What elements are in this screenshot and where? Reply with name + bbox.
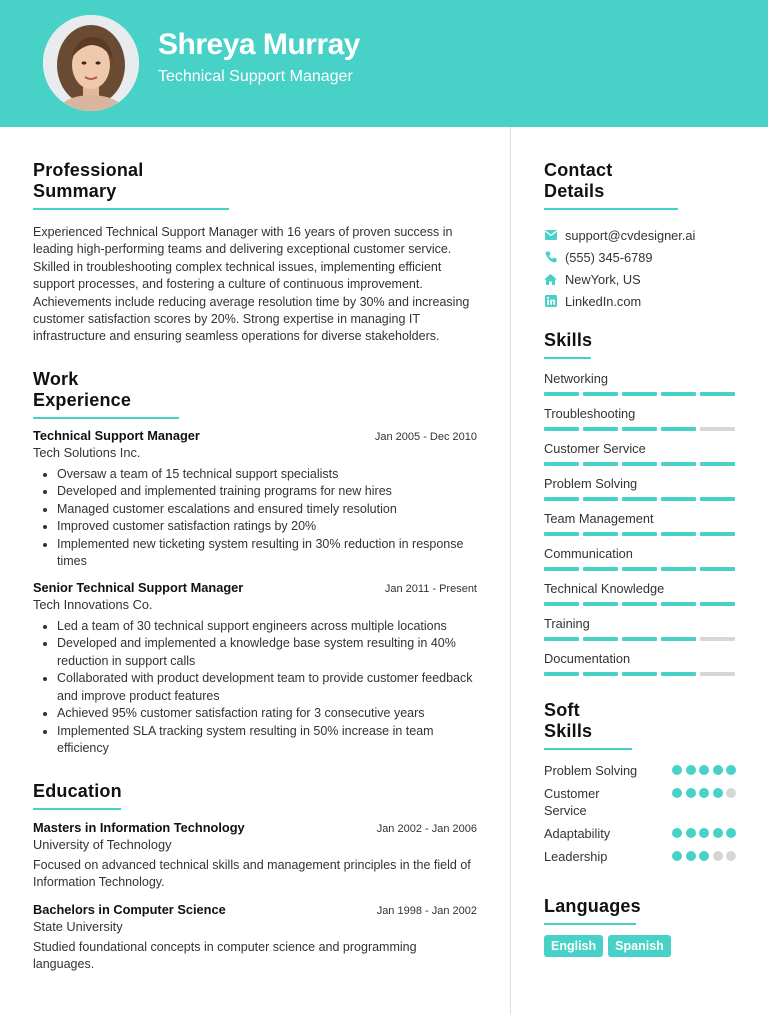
skill-level-segment	[700, 637, 735, 641]
rating-dot	[713, 765, 723, 775]
job-bullet: • Collaborated with product development team to provide customer feedback and improve product features	[57, 670, 477, 705]
skill-level-segment	[544, 567, 579, 571]
skill-level-segment	[622, 567, 657, 571]
summary-text: Experienced Technical Support Manager with 16 years of proven success in leading high-performing teams and delivering exceptional customer service. Skilled in troubleshooting complex technical issues, implementing efficient support processes, and fostering a culture of continuous improvement. Achievements include reducing average resolution time by 30% and increasing customer satisfaction scores by 20%. Strong expertise in managing IT infrastructure and ensuring seamless operations for diverse stakeholders.	[33, 225, 470, 344]
skill-level-segment	[622, 497, 657, 501]
home-icon	[544, 273, 557, 286]
skill-level-segment	[544, 462, 579, 466]
skill-level-segment	[622, 602, 657, 606]
skill-item	[544, 616, 736, 641]
skills-list	[544, 371, 736, 676]
rating-dot	[672, 828, 682, 838]
education-entry	[33, 902, 477, 974]
job-bullet: • Implemented SLA tracking system resulting in 50% increase in team efficiency	[57, 723, 477, 758]
rating-dot	[713, 828, 723, 838]
skills-heading: Skills	[544, 330, 591, 359]
skill-name: Team Management	[544, 511, 654, 526]
skill-item	[544, 371, 736, 396]
skill-name: Documentation	[544, 651, 631, 666]
skill-level-segment	[583, 672, 618, 676]
skill-level-segment	[661, 497, 696, 501]
skill-level-segment	[583, 567, 618, 571]
soft-skills-list	[544, 762, 736, 865]
language-tag: English	[544, 935, 603, 957]
skill-level-segment	[544, 427, 579, 431]
main-column	[33, 127, 477, 974]
job-bullet: • Improved customer satisfaction ratings by 20%	[57, 518, 477, 536]
skill-level-segment	[583, 392, 618, 396]
rating-dot	[699, 828, 709, 838]
job-bullet: • Developed and implemented a knowledge base system resulting in 40% reduction in support calls	[57, 635, 477, 670]
rating-dot	[713, 851, 723, 861]
skill-name: Customer Service	[544, 441, 646, 456]
soft-skill-rating	[672, 851, 736, 861]
soft-skill-name: Customer Service	[544, 786, 600, 818]
rating-dot	[686, 851, 696, 861]
languages-heading: Languages	[544, 896, 636, 925]
rating-dot	[726, 765, 736, 775]
degree-title: Bachelors in Computer Science	[33, 901, 226, 917]
rating-dot	[699, 788, 709, 798]
skill-level-segment	[700, 462, 735, 466]
job-title: Technical Support Manager	[33, 427, 200, 443]
soft-skill-rating	[672, 765, 736, 775]
skill-level-segment	[544, 602, 579, 606]
soft-skill-item	[544, 785, 736, 819]
job-bullet: • Achieved 95% customer satisfaction rating for 3 consecutive years	[57, 705, 477, 723]
skill-name: Troubleshooting	[544, 406, 636, 421]
skill-level-segment	[544, 497, 579, 501]
skill-level-segment	[583, 497, 618, 501]
skill-item	[544, 546, 736, 571]
skill-level-segment	[622, 392, 657, 396]
skill-item	[544, 441, 736, 466]
education-date: Jan 1998 - Jan 2002	[376, 904, 477, 917]
candidate-name: Shreya Murray	[158, 28, 360, 61]
skill-level-bar	[544, 567, 736, 571]
skill-item	[544, 511, 736, 536]
soft-skill-item	[544, 848, 736, 865]
job-company: Tech Innovations Co.	[33, 596, 153, 612]
school-name: University of Technology	[33, 836, 172, 852]
skill-level-segment	[622, 637, 657, 641]
degree-title: Masters in Information Technology	[33, 819, 245, 835]
rating-dot	[726, 828, 736, 838]
skill-level-bar	[544, 602, 736, 606]
education-description: Focused on advanced technical skills and management principles in the field of Information Technology.	[33, 857, 471, 890]
skill-level-segment	[544, 392, 579, 396]
skill-name: Problem Solving	[544, 476, 638, 491]
job-bullets	[33, 466, 477, 571]
job-date: Jan 2005 - Dec 2010	[374, 430, 477, 443]
work-heading: Work Experience	[33, 369, 179, 419]
job-entry	[33, 580, 477, 758]
profile-photo	[43, 15, 139, 111]
skill-level-segment	[661, 567, 696, 571]
contact-location	[544, 268, 736, 290]
skill-level-segment	[661, 672, 696, 676]
skill-level-segment	[661, 602, 696, 606]
languages-list	[544, 935, 736, 957]
contact-location-text: NewYork, US	[565, 271, 641, 287]
skill-level-segment	[583, 602, 618, 606]
rating-dot	[713, 788, 723, 798]
rating-dot	[672, 788, 682, 798]
skill-item	[544, 581, 736, 606]
job-entry	[33, 428, 477, 571]
rating-dot	[686, 765, 696, 775]
soft-skill-rating	[672, 828, 736, 838]
skill-level-segment	[622, 532, 657, 536]
skill-level-segment	[700, 672, 735, 676]
skill-level-segment	[583, 532, 618, 536]
education-date: Jan 2002 - Jan 2006	[376, 822, 477, 835]
education-entry	[33, 820, 477, 892]
job-bullet: • Developed and implemented training programs for new hires	[57, 483, 477, 501]
skill-level-segment	[700, 427, 735, 431]
linkedin-icon	[544, 295, 557, 308]
skill-level-segment	[583, 427, 618, 431]
skill-level-segment	[661, 462, 696, 466]
school-name: State University	[33, 918, 123, 934]
education-description: Studied foundational concepts in computer science and programming languages.	[33, 939, 417, 972]
skill-level-bar	[544, 672, 736, 676]
rating-dot	[699, 765, 709, 775]
soft-skill-rating	[672, 788, 736, 798]
skill-level-segment	[700, 602, 735, 606]
skill-level-segment	[661, 532, 696, 536]
contact-linkedin[interactable]	[544, 290, 736, 312]
soft-skills-heading: Soft Skills	[544, 700, 632, 750]
skill-name: Technical Knowledge	[544, 581, 665, 596]
skill-level-segment	[622, 462, 657, 466]
contact-phone-text: (555) 345-6789	[565, 249, 653, 265]
skill-item	[544, 406, 736, 431]
skill-level-segment	[700, 532, 735, 536]
resume-header	[0, 0, 768, 127]
contact-heading: Contact Details	[544, 160, 678, 210]
rating-dot	[686, 828, 696, 838]
contact-list	[544, 224, 736, 312]
language-tag: Spanish	[608, 935, 671, 957]
skill-name: Networking	[544, 371, 609, 386]
soft-skill-name: Problem Solving	[544, 763, 638, 778]
job-bullets	[33, 618, 477, 758]
skill-level-segment	[583, 637, 618, 641]
skill-level-segment	[661, 392, 696, 396]
skill-level-segment	[544, 637, 579, 641]
skill-level-segment	[622, 672, 657, 676]
rating-dot	[726, 788, 736, 798]
education-heading: Education	[33, 781, 121, 810]
contact-phone[interactable]	[544, 246, 736, 268]
skill-level-segment	[700, 497, 735, 501]
job-bullet: • Managed customer escalations and ensured timely resolution	[57, 501, 477, 519]
skill-level-segment	[700, 392, 735, 396]
envelope-icon	[544, 229, 557, 242]
skill-level-segment	[700, 567, 735, 571]
soft-skill-item	[544, 825, 736, 842]
job-company: Tech Solutions Inc.	[33, 444, 141, 460]
job-bullet: • Oversaw a team of 15 technical support specialists	[57, 466, 477, 484]
rating-dot	[672, 765, 682, 775]
skill-level-bar	[544, 637, 736, 641]
soft-skill-name: Leadership	[544, 849, 608, 864]
skill-level-segment	[583, 462, 618, 466]
rating-dot	[699, 851, 709, 861]
skill-level-bar	[544, 532, 736, 536]
contact-email[interactable]	[544, 224, 736, 246]
summary-heading: Professional Summary	[33, 160, 229, 210]
skill-level-segment	[661, 637, 696, 641]
skill-item	[544, 476, 736, 501]
rating-dot	[672, 851, 682, 861]
skill-level-bar	[544, 427, 736, 431]
rating-dot	[726, 851, 736, 861]
soft-skill-name: Adaptability	[544, 826, 611, 841]
sidebar-column	[544, 127, 736, 957]
phone-icon	[544, 251, 557, 264]
contact-linkedin-text: LinkedIn.com	[565, 293, 642, 309]
skill-level-segment	[544, 672, 579, 676]
skill-level-bar	[544, 497, 736, 501]
skill-level-segment	[544, 532, 579, 536]
job-date: Jan 2011 - Present	[384, 582, 477, 595]
contact-email-text: support@cvdesigner.ai	[565, 227, 696, 243]
skill-level-segment	[622, 427, 657, 431]
candidate-role: Technical Support Manager	[158, 68, 353, 85]
skill-level-bar	[544, 462, 736, 466]
job-bullet: • Led a team of 30 technical support engineers across multiple locations	[57, 618, 477, 636]
skill-name: Training	[544, 616, 590, 631]
job-bullet: • Implemented new ticketing system resulting in 30% reduction in response times	[57, 536, 477, 571]
soft-skill-item	[544, 762, 736, 779]
skill-level-segment	[661, 427, 696, 431]
rating-dot	[686, 788, 696, 798]
skill-item	[544, 651, 736, 676]
job-title: Senior Technical Support Manager	[33, 579, 244, 595]
column-divider	[510, 127, 511, 1014]
skill-level-bar	[544, 392, 736, 396]
skill-name: Communication	[544, 546, 633, 561]
